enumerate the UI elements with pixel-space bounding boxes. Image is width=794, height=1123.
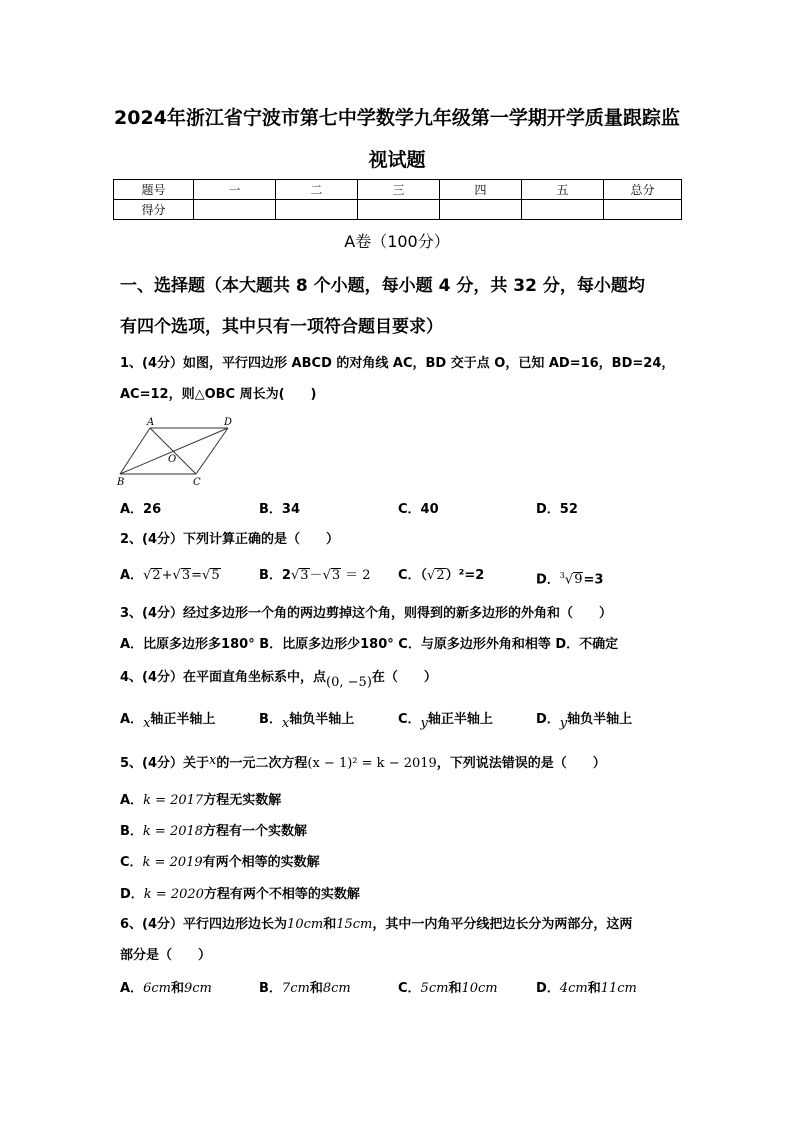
sqrt-sign-icon: √ <box>172 568 181 583</box>
score-cell: 四 <box>440 180 522 200</box>
score-cell: 五 <box>522 180 604 200</box>
option-len: 6cm <box>143 981 171 996</box>
vertex-label-d: D <box>224 417 233 428</box>
score-input-cell <box>358 200 440 220</box>
q5-equation: (x − 1)² = k − 2019 <box>307 756 437 771</box>
parallelogram-figure <box>116 414 246 488</box>
q6-stem-b: 和 <box>323 917 337 932</box>
option-label: B． <box>120 824 143 839</box>
score-table <box>113 179 682 220</box>
option-len: 11cm <box>600 981 637 996</box>
q5-option-d[interactable] <box>120 886 360 903</box>
option-and: 和 <box>309 981 323 996</box>
exam-title-line2: 视试题 <box>368 149 426 171</box>
option-label: D． <box>536 712 560 727</box>
sqrt-sign-icon: √ <box>564 572 574 588</box>
q3-options[interactable]: A．比原多边形多180° B．比原多边形少180° C．与原多边形外角和相等 D．不确定 <box>120 637 619 652</box>
volume-heading: A卷（100分） <box>344 232 450 251</box>
option-text: 轴正半轴上 <box>150 712 216 727</box>
axis-var: y <box>420 716 428 731</box>
option-len: 4cm <box>559 981 588 996</box>
q1-option-b[interactable]: B．34 <box>259 502 300 517</box>
axis-var: y <box>559 716 568 731</box>
q2-option-b[interactable] <box>259 567 371 584</box>
option-text: 轴正半轴上 <box>427 712 493 727</box>
q1-option-a[interactable]: A．26 <box>120 502 162 517</box>
score-input-cell <box>194 200 276 220</box>
operator: － <box>309 568 323 583</box>
option-len: 8cm <box>322 981 351 996</box>
q4-option-a[interactable] <box>120 711 216 731</box>
q4-point: (0, −5) <box>326 675 372 690</box>
sqrt-sign-icon: √ <box>427 568 436 583</box>
q5-stem-c: ，下列说法错误的是（ ） <box>436 756 606 771</box>
q6-stem-c: ，其中一内角平分线把边长分为两部分，这两 <box>372 917 633 932</box>
q1-stem-line2: AC=12，则△OBC 周长为( ) <box>120 387 317 402</box>
q2-stem: 2、(4分）下列计算正确的是（ ） <box>120 532 340 547</box>
q2-option-b-label: B．2 <box>259 568 291 583</box>
q2-option-d-label: D． <box>536 572 560 588</box>
score-table-score-row <box>114 200 682 220</box>
q4-option-d[interactable] <box>536 711 633 731</box>
vertex-label-b: B <box>117 477 125 488</box>
score-table-header-row <box>114 180 682 200</box>
q6-option-b[interactable] <box>259 980 351 997</box>
sqrt-sign-icon: √ <box>290 568 300 583</box>
q5-option-a[interactable] <box>120 792 281 809</box>
option-and: 和 <box>587 981 601 996</box>
vertex-label-c: C <box>193 477 201 488</box>
q2-option-a-label: A． <box>120 568 144 583</box>
q3-stem: 3、(4分）经过多边形一个角的两边剪掉这个角，则得到的新多边形的外角和（ ） <box>120 606 613 621</box>
q2-option-a[interactable] <box>120 567 221 584</box>
exam-title-line1: 2024年浙江省宁波市第七中学数学九年级第一学期开学质量跟踪监 <box>114 107 680 129</box>
option-text: 轴负半轴上 <box>289 712 355 727</box>
q2-option-c-label: C．（ <box>398 568 428 583</box>
option-label: A． <box>120 712 144 727</box>
option-math: k = 2017 <box>143 793 204 808</box>
q2-option-d[interactable] <box>536 567 603 588</box>
q6-len2: 15cm <box>336 917 373 932</box>
result: ＝ 2 <box>345 568 371 583</box>
q4-stem <box>120 669 685 690</box>
score-cell: 题号 <box>114 180 194 200</box>
option-label: A． <box>120 981 144 996</box>
option-len: 5cm <box>420 981 449 996</box>
score-input-cell <box>522 200 604 220</box>
q4-stem-b: 在（ ） <box>371 670 437 685</box>
radicand: 5 <box>211 568 220 583</box>
q5-stem <box>120 755 685 772</box>
option-math: k = 2018 <box>142 824 204 839</box>
option-label: D． <box>536 981 560 996</box>
option-and: 和 <box>448 981 462 996</box>
section-heading-line1: 一、选择题（本大题共 8 个小题，每小题 4 分，共 32 分，每小题均 <box>120 276 645 296</box>
q2-option-d-rest: =3 <box>583 572 604 588</box>
q5-option-b[interactable] <box>120 823 307 840</box>
q6-stem-line2: 部分是（ ） <box>120 948 212 963</box>
radicand: 3 <box>300 568 309 583</box>
section-heading-line2: 有四个选项，其中只有一项符合题目要求） <box>120 317 443 337</box>
score-input-cell <box>604 200 682 220</box>
score-cell: 总分 <box>604 180 682 200</box>
option-label: A． <box>120 793 144 808</box>
q6-len1: 10cm <box>287 917 324 932</box>
axis-var: x <box>281 716 290 731</box>
sqrt-sign-icon: √ <box>143 568 152 583</box>
option-and: 和 <box>170 981 184 996</box>
q6-stem-line1 <box>120 916 685 933</box>
score-cell: 三 <box>358 180 440 200</box>
vertex-label-a: A <box>147 417 155 428</box>
option-text: 方程无实数解 <box>203 793 282 808</box>
q6-option-d[interactable] <box>536 980 637 997</box>
q4-option-b[interactable] <box>259 711 355 731</box>
q2-option-c[interactable] <box>398 567 484 584</box>
score-input-cell <box>276 200 358 220</box>
option-label: B． <box>259 712 282 727</box>
radicand: 9 <box>574 572 583 588</box>
option-text: 方程有一个实数解 <box>203 824 308 839</box>
score-input-cell <box>440 200 522 220</box>
option-label: C． <box>398 981 421 996</box>
option-label: B． <box>259 981 282 996</box>
axis-var: x <box>143 716 151 731</box>
option-label: C． <box>120 855 143 870</box>
q1-option-c[interactable]: C．40 <box>398 502 439 517</box>
option-label: C． <box>398 712 421 727</box>
score-cell: 一 <box>194 180 276 200</box>
q5-stem-b: 的一元二次方程 <box>216 756 308 771</box>
operator: + <box>161 568 173 583</box>
q2-option-c-rest: ）²=2 <box>445 568 485 583</box>
operator: = <box>191 568 203 583</box>
sqrt-sign-icon: √ <box>202 568 211 583</box>
q5-var: x <box>209 753 217 768</box>
option-len: 10cm <box>461 981 498 996</box>
root-index: 3 <box>559 571 565 580</box>
option-len: 7cm <box>281 981 310 996</box>
score-cell: 二 <box>276 180 358 200</box>
q6-stem-a: 6、(4分）平行四边形边长为 <box>120 917 288 932</box>
option-math: k = 2019 <box>142 855 203 870</box>
q5-option-c[interactable] <box>120 854 320 871</box>
q1-option-d[interactable]: D．52 <box>536 502 578 517</box>
radicand: 2 <box>436 568 445 583</box>
radicand: 3 <box>331 568 341 583</box>
q1-stem-line1: 1、(4分）如图，平行四边形 ABCD 的对角线 AC，BD 交于点 O，已知 AD=16，BD=24， <box>120 356 675 371</box>
option-len: 9cm <box>183 981 212 996</box>
option-math: k = 2020 <box>143 887 204 902</box>
q6-option-c[interactable] <box>398 980 498 997</box>
q4-option-c[interactable] <box>398 711 493 731</box>
point-label-o: O <box>168 454 177 465</box>
sqrt-sign-icon: √ <box>322 568 331 583</box>
option-text: 方程有两个不相等的实数解 <box>203 887 360 902</box>
option-text: 轴负半轴上 <box>567 712 633 727</box>
radicand: 3 <box>181 568 191 583</box>
q6-option-a[interactable] <box>120 980 212 997</box>
option-text: 有两个相等的实数解 <box>202 855 320 870</box>
radicand: 2 <box>152 568 161 583</box>
score-cell: 得分 <box>114 200 194 220</box>
q4-stem-a: 4、(4分）在平面直角坐标系中，点 <box>120 670 327 685</box>
q5-stem-a: 5、(4分）关于 <box>120 756 210 771</box>
option-label: D． <box>120 887 144 902</box>
